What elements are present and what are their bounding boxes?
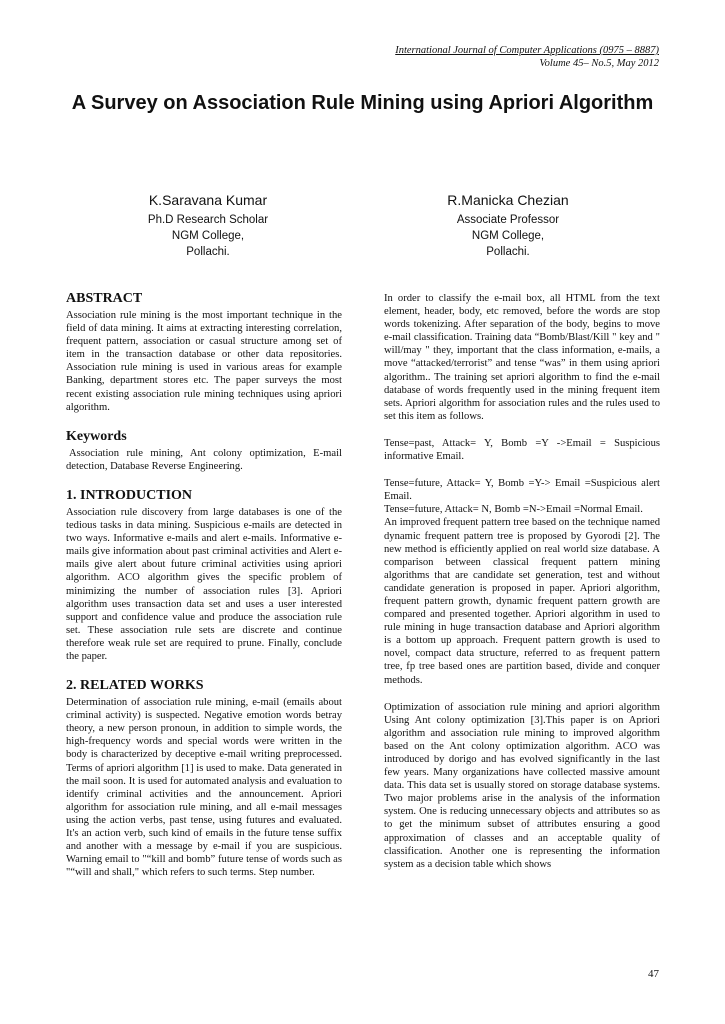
fp-tree-paragraph: An improved frequent pattern tree based on the technique named dynamic frequent pattern tree is proposed by Gyorodi [2]. The new method is efficiently applied on real world size database. A comparison between classical frequent pattern mining algorithms that are candidate set generation, test and without candidate generation is proposed in paper. Apriori algorithm, frequent pattern growth, dynamic frequent pattern growth are compared and presented together. Apriori algorithm in used to rule mining in huge transaction database and Apriori algorithm is a bottom up approach. Frequent pattern growth is used to novel, compact data structure, referred to as frequent pattern tree, fp tree based ones are partition based, divide and conquer methods. — [384, 517, 660, 686]
author-location: Pollachi. — [186, 246, 230, 258]
author-block-1 — [98, 190, 318, 260]
abstract-text: Association rule mining is the most important technique in the field of data mining. It aims at extracting interesting correlation, frequent pattern, association or casual structure among set of item in the transaction database or other data repositories. Association rule mining is used in various areas for example Banking, department stores etc. The paper surveys the most recent existing association rule mining techniques using apriori algorithm. — [66, 310, 342, 413]
abstract-heading: ABSTRACT — [66, 291, 143, 306]
rule-1: Tense=past, Attack= Y, Bomb =Y ->Email = Suspicious informative Email. — [384, 437, 660, 463]
journal-name: International Journal of Computer Applications (0975 – 8887) — [395, 45, 659, 56]
author-position: Associate Professor — [456, 214, 560, 226]
aco-paragraph: Optimization of association rule mining and apriori algorithm Using Ant colony optimization [3].This paper is on Apriori algorithm and association rule mining to improved algorithm based on the Ant colony optimization algorithm. ACO was introduced by dorigo and has evolved significantly in the last few years. Many organizations have collected massive amount data. This data set is usually stored on storage database systems. Two major problems arise in the analysis of the information system. One is reducing unnecessary objects and attributes so as to get the minimum subset of attributes ensuring a good approximation of classes and an acceptable quality of classification. Another one is representing the information system as a decision table which shows — [384, 701, 660, 870]
author-location: Pollachi. — [486, 246, 530, 258]
classification-paragraph: In order to classify the e-mail box, all HTML from the text element, header, body, etc removed, before the words are stop words tokenizing. After separation of the body, begins to move e-mail classification. Training data “Bomb/Blast/Kill " key and " will/may " they, important that the class information, e-mails, a move “attacked/terrorist” and tense “was” in them using apriori algorithm.. The training set apriori algorithm to find the e-mail database of words frequently used in the mining frequent item sets. Apriori algorithm for association rules and the rules used to set this item as follows. — [384, 293, 660, 422]
journal-volume: Volume 45– No.5, May 2012 — [539, 58, 659, 69]
related-works-text: Determination of association rule mining, e-mail (emails about criminal activity) is suspected. Negative emotion words betray theory, a new person pronoun, in addition to simple words, the high-frequency words and special words were written in the body is characterized by deceptive e-mail writing preprocessed. Terms of apriori algorithm [1] is used to make. Data generated in the mail soon. It is used for automated analysis and evaluation to identify criminal activities and the announcement. Apriori algorithm for association rule mining, and all e-mail messages using the action verbs, past tense, using futures and evaluated. It's an action verb, such kind of emails in the future tense suffix and another with a message by e-mail if you are suspicious. Warning email to "“kill and bomb” future tense of words such as "“will and shall," which refers to such terms. Step number. — [66, 697, 342, 879]
keywords-heading: Keywords — [66, 428, 127, 444]
rule-3: Tense=future, Attack= N, Bomb =N->Email =Normal Email. — [384, 504, 643, 516]
right-column — [384, 292, 660, 871]
author-affiliation: NGM College, — [471, 230, 545, 242]
author-name: R.Manicka Chezian — [447, 192, 569, 208]
author-name: K.Saravana Kumar — [148, 192, 268, 208]
author-position: Ph.D Research Scholar — [147, 214, 269, 226]
introduction-heading: 1. INTRODUCTION — [66, 487, 193, 503]
left-column — [66, 290, 342, 879]
introduction-text: Association rule discovery from large databases is one of the tedious tasks in data mining. Suspicious e-mails are detected in two ways. Informative e-mails and alert e-mails. Informative e-mails give information about past criminal activities and Alert e-mails give alert about future criminal activities using apriori algorithm. ACO algorithm gives the specific problem of minimizing the number of association rules [3]. Apriori algorithm uses transaction data set and uses a user interested support and confidence value and produce the association rule set. These association rule sets are discrete and continue therefore weak rule set are required to prune. Finally, conclude the paper. — [66, 506, 342, 662]
related-works-heading: 2. RELATED WORKS — [66, 678, 204, 694]
keywords-text: Association rule mining, Ant colony optimization, E-mail detection, Database Reverse Engineering. — [66, 447, 342, 472]
author-block-2 — [398, 190, 618, 260]
rule-2: Tense=future, Attack= Y, Bomb =Y-> Email =Suspicious alert Email. — [384, 478, 660, 503]
author-affiliation: NGM College, — [171, 230, 245, 242]
page-number: 47 — [648, 968, 659, 980]
paper-title: A Survey on Association Rule Mining using Apriori Algorithm — [71, 92, 654, 114]
journal-header — [395, 44, 659, 70]
